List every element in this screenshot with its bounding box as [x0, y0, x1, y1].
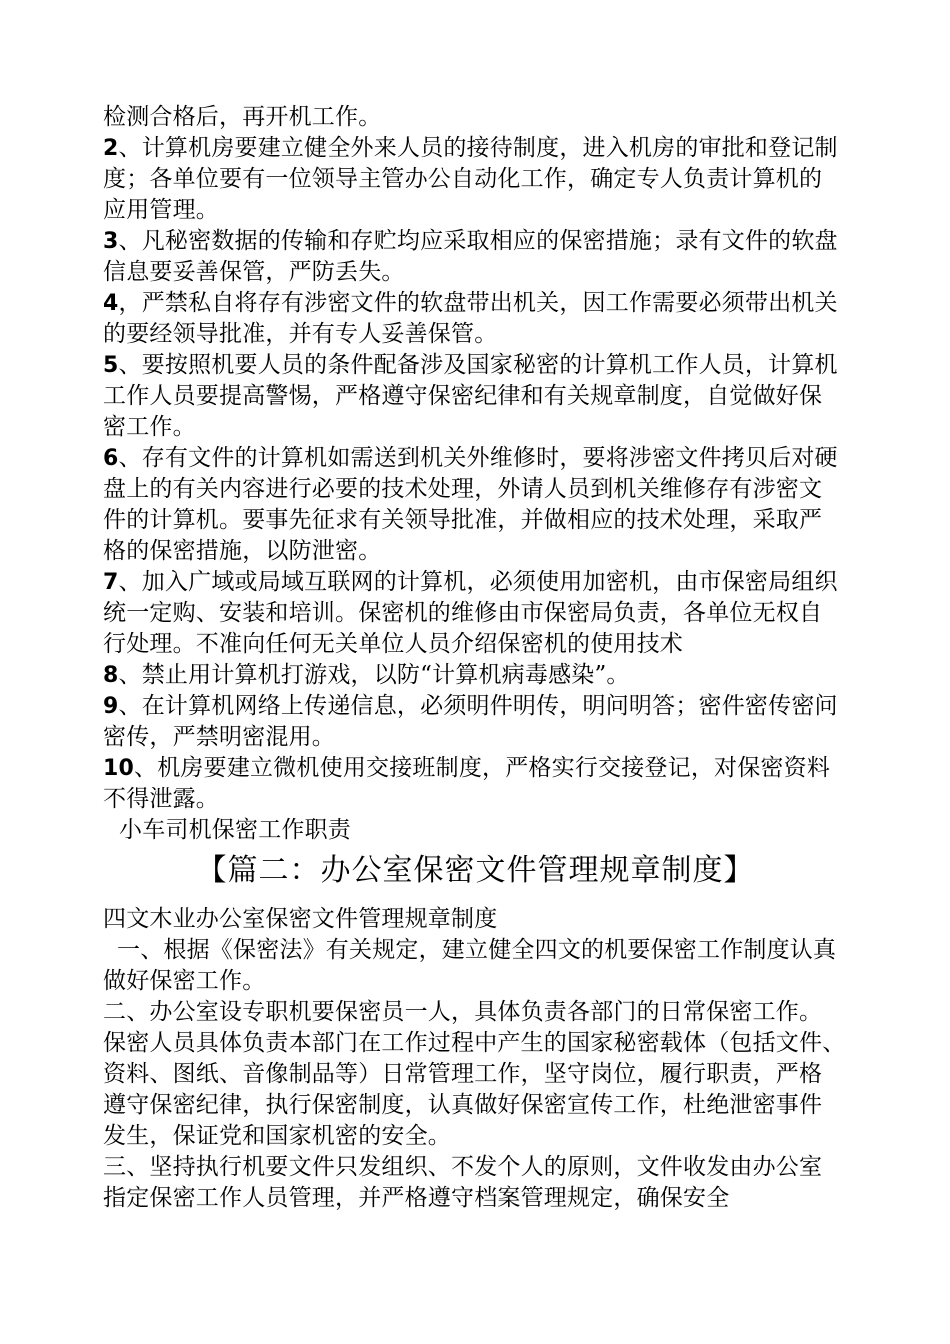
- rule-text: 统一定购、安装和培训。保密机的维修由市保密局负责，各单位无权自: [103, 600, 823, 626]
- rule-number: 3: [103, 229, 119, 254]
- rule-item-line: [103, 505, 848, 536]
- rule-item-line: [103, 722, 848, 753]
- rule-item-first-line: [103, 288, 848, 319]
- rule-text: 不得泄露。: [103, 786, 219, 812]
- rule-number: 5: [103, 353, 119, 378]
- rule-item-line: [103, 257, 848, 288]
- document-page: [103, 102, 848, 1214]
- rule-number: 8: [103, 663, 119, 688]
- rule-number: 2: [103, 136, 119, 161]
- text-line: 指定保密工作人员管理，并严格遵守档案管理规定，确保安全: [103, 1185, 730, 1211]
- rule-item-line: [103, 381, 848, 412]
- rule-text: 信息要妥善保管，严防丢失。: [103, 259, 405, 285]
- rule-text: 、计算机房要建立健全外来人员的接待制度，进入机房的审批和登记制: [118, 135, 838, 161]
- rule-item-first-line: [103, 753, 848, 784]
- rule-text: 格的保密措施，以防泄密。: [103, 538, 382, 564]
- rule-item-line: [103, 536, 848, 567]
- rule-text: 行处理。不准向任何无关单位人员介绍保密机的使用技术: [103, 631, 683, 657]
- rule-text: 密工作。: [103, 414, 196, 440]
- rule-item-line: [103, 195, 848, 226]
- rule-number: 6: [103, 446, 119, 471]
- rule-text: 、凡秘密数据的传输和存贮均应采取相应的保密措施；录有文件的软盘: [118, 228, 838, 254]
- rule-item-line: [103, 629, 848, 660]
- text-line: 一、根据《保密法》有关规定，建立健全四文的机要保密工作制度认真: [117, 937, 837, 963]
- rule-text: 、在计算机网络上传递信息，必须明件明传，明问明答；密件密传密问: [118, 693, 838, 719]
- rule-item-line: [103, 598, 848, 629]
- text-line: 二、办公室设专职机要保密员一人，具体负责各部门的日常保密工作。: [103, 999, 823, 1025]
- text-line: 保密人员具体负责本部门在工作过程中产生的国家秘密载体（包括文件、: [103, 1030, 846, 1056]
- rule-item-first-line: [103, 443, 848, 474]
- text-line: 三、坚持执行机要文件只发组织、不发个人的原则，文件收发由办公室: [103, 1154, 823, 1180]
- rule-item-first-line: [103, 567, 848, 598]
- rule-number: 9: [103, 694, 119, 719]
- rule-item-line: [103, 784, 848, 815]
- rule-item-line: [103, 474, 848, 505]
- rule-text: 盘上的有关内容进行必要的技术处理，外请人员到机关维修存有涉密文: [103, 476, 823, 502]
- rule-item-first-line: [103, 226, 848, 257]
- rule-text: 应用管理。: [103, 197, 219, 223]
- rule-item-first-line: [103, 133, 848, 164]
- section-subtitle: 小车司机保密工作职责: [119, 817, 351, 843]
- section-heading: 【篇二：办公室保密文件管理规章制度】: [196, 853, 755, 888]
- rule-item-line: [103, 412, 848, 443]
- text-line: 检测合格后，再开机工作。: [103, 104, 382, 130]
- rule-item-first-line: [103, 350, 848, 381]
- regulation-title: 四文木业办公室保密文件管理规章制度: [103, 906, 498, 932]
- rule-text: 工作人员要提高警惕，严格遵守保密纪律和有关规章制度，自觉做好保: [103, 383, 823, 409]
- rules-list: [103, 133, 848, 815]
- rule-number: 10: [103, 756, 135, 781]
- text-line: 发生，保证党和国家机密的安全。: [103, 1123, 451, 1149]
- text-line: 做好保密工作。: [103, 968, 266, 994]
- rule-item-first-line: [103, 691, 848, 722]
- rule-number: 4: [103, 291, 119, 316]
- rule-text: 、存有文件的计算机如需送到机关外维修时，要将涉密文件拷贝后对硬: [118, 445, 838, 471]
- rule-number: 7: [103, 570, 119, 595]
- rule-text: 密传，严禁明密混用。: [103, 724, 335, 750]
- rule-text: 、加入广域或局域互联网的计算机，必须使用加密机，由市保密局组织: [118, 569, 838, 595]
- rule-text: 的要经领导批准，并有专人妥善保管。: [103, 321, 498, 347]
- rule-text: 、禁止用计算机打游戏，以防“计算机病毒感染”。: [118, 662, 630, 688]
- rule-text: 、要按照机要人员的条件配备涉及国家秘密的计算机工作人员，计算机: [118, 352, 838, 378]
- text-line: 遵守保密纪律，执行保密制度，认真做好保密宣传工作，杜绝泄密事件: [103, 1092, 823, 1118]
- text-line: 资料、图纸、音像制品等）日常管理工作，坚守岗位，履行职责，严格: [103, 1061, 823, 1087]
- rule-text: ，严禁私自将存有涉密文件的软盘带出机关，因工作需要必须带出机关: [118, 290, 838, 316]
- rule-text: 件的计算机。要事先征求有关领导批准，并做相应的技术处理，采取严: [103, 507, 823, 533]
- rule-text: 、机房要建立微机使用交接班制度，严格实行交接登记，对保密资料: [134, 755, 831, 781]
- rule-text: 度；各单位要有一位领导主管办公自动化工作，确定专人负责计算机的: [103, 166, 823, 192]
- rule-item-line: [103, 164, 848, 195]
- rule-item-first-line: [103, 660, 848, 691]
- rule-item-line: [103, 319, 848, 350]
